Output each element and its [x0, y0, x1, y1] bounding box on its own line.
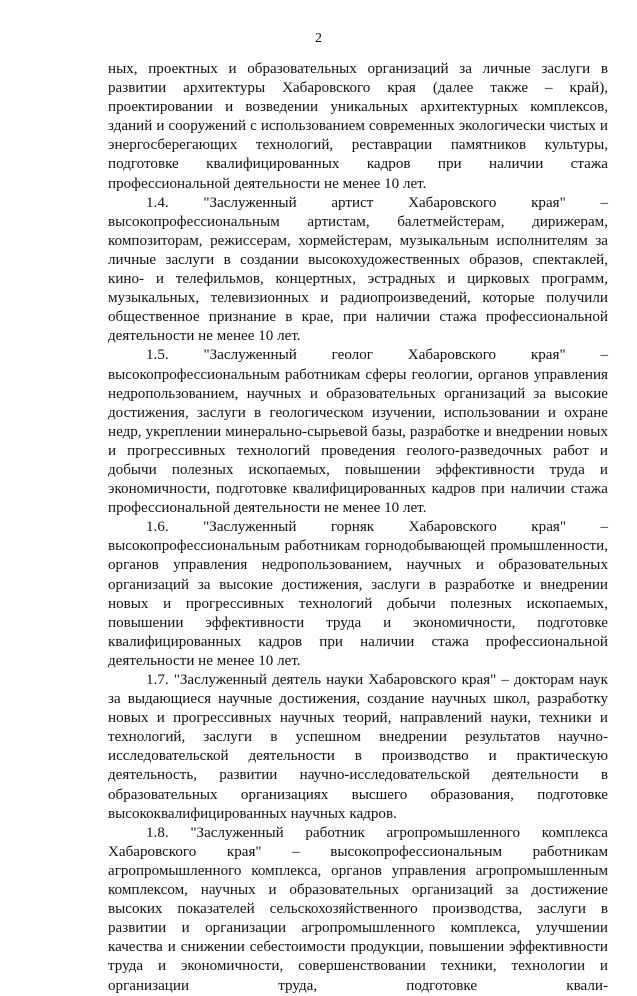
paragraph-1-8: 1.8. "Заслуженный работник агропромышленного комплекса Хабаровского края" – высокопрофессиональным работникам агропромышленного комплекса, органов управления агропромышленным комплексом, научных и образовательных организаций за достижение высоких показателей сельскохозяйственного производства, заслуги в развитии и организации агропромышленного комплекса, улучшении качества и снижении себестоимости продукции, повышении эффективности труда и экономичности, совершенствовании техники, технологии и организации труда, подготовке квали-: [108, 824, 608, 994]
page-number: 2: [315, 31, 322, 46]
document-body: [108, 60, 608, 996]
paragraph-1-7: 1.7. "Заслуженный деятель науки Хабаровского края" – докторам наук за выдающиеся научные достижения, создание научных школ, разработку новых и прогрессивных научных теорий, направлений науки, техники и технологий, заслуги в успешном внедрении результатов научно-исследовательской деятельности в производство и практическую деятельность, развитии научно-исследовательской деятельности в образовательных организациях высшего образования, подготовке высококвалифицированных научных кадров.: [108, 672, 608, 822]
paragraph-1-5: 1.5. "Заслуженный геолог Хабаровского края" – высокопрофессиональным работникам сферы геологии, органов управления недропользованием, научных и образовательных организаций за высокие достижения, заслуги в геологическом изучении, использовании и охране недр, укреплении минерально-сырьевой базы, разработке и внедрении новых и прогрессивных технологий проведения геолого-разведочных работ и добычи полезных ископаемых, повышении эффективности труда и экономичности, подготовке квалифицированных кадров при наличии стажа профессиональной деятельности не менее 10 лет.: [108, 347, 608, 517]
paragraph-1-6: 1.6. "Заслуженный горняк Хабаровского края" – высокопрофессиональным работникам горнодобывающей промышленности, органов управления недропользованием, научных и образовательных организаций за высокие достижения, заслуги в разработке и внедрении новых и прогрессивных технологий добычи полезных ископаемых, повышении эффективности труда и экономичности, подготовке квалифицированных кадров при наличии стажа профессиональной деятельности не менее 10 лет.: [108, 519, 608, 669]
paragraph-continuation: ных, проектных и образовательных организаций за личные заслуги в развитии архитектуры Хабаровского края (далее также – край), проектировании и возведении уникальных архитектурных комплексов, зданий и сооружений с использованием современных экологически чистых и энергосберегающих технологий, реставрации памятников культуры, подготовке квалифицированных кадров при наличии стажа профессиональной деятельности не менее 10 лет.: [108, 61, 608, 192]
paragraph-1-4: 1.4. "Заслуженный артист Хабаровского края" – высокопрофессиональным артистам, балетмейстерам, дирижерам, композиторам, режиссерам, хормейстерам, музыкальным исполнителям за личные заслуги в создании высокохудожественных образов, спектаклей, кино- и телефильмов, концертных, эстрадных и цирковых программ, музыкальных, телевизионных и радиопроизведений, которые получили общественное признание в крае, при наличии стажа профессиональной деятельности не менее 10 лет.: [108, 194, 608, 345]
